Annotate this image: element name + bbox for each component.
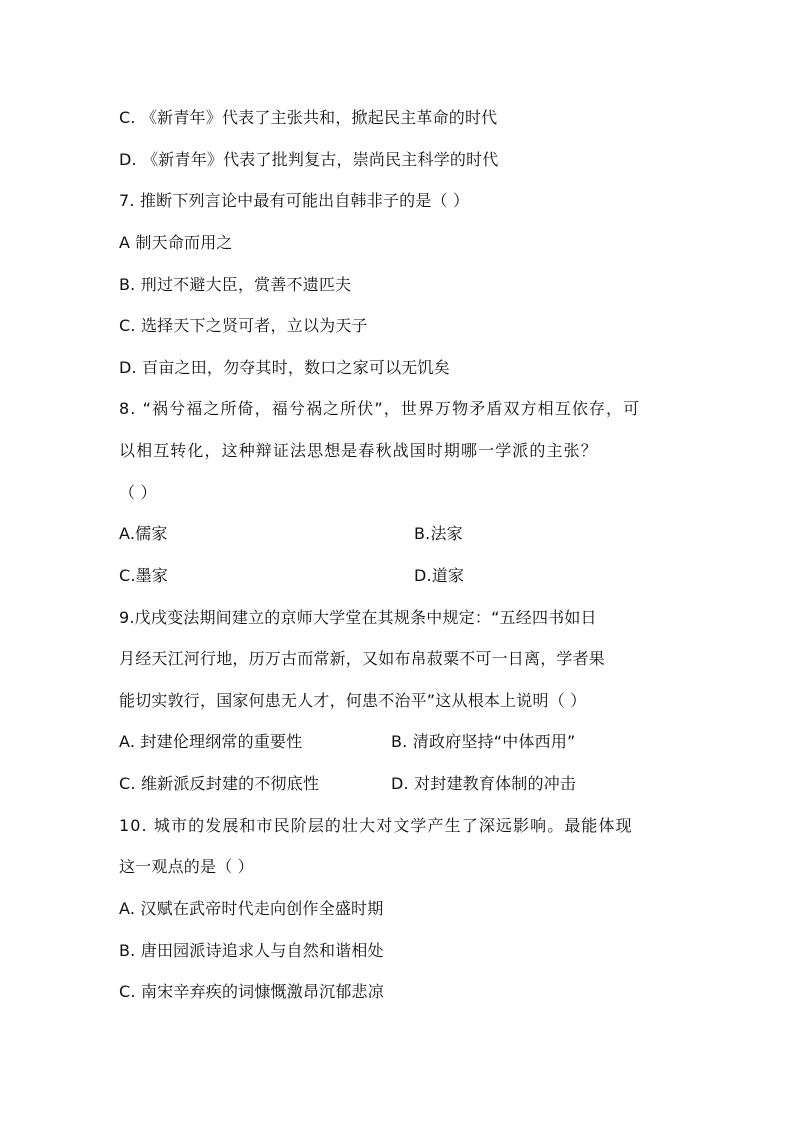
- q8-stem-line-3: （ ）: [119, 483, 157, 502]
- q10-option-a: A. 汉赋在武帝时代走向创作全盛时期: [119, 899, 384, 918]
- q8-option-c: C.墨家: [119, 566, 169, 585]
- q10-option-b: B. 唐田园派诗追求人与自然和谐相处: [119, 941, 384, 960]
- q8-option-a: A.儒家: [119, 524, 168, 543]
- q10-stem-line-1: 10. 城市的发展和市民阶层的壮大对文学产生了深远影响。最能体现: [119, 816, 633, 835]
- q9-option-d: D. 对封建教育体制的冲击: [391, 774, 577, 793]
- q10-option-c: C. 南宋辛弃疾的词慷慨激昂沉郁悲凉: [119, 982, 384, 1001]
- q9-option-c: C. 维新派反封建的不彻底性: [119, 774, 320, 793]
- q9-option-a: A. 封建伦理纲常的重要性: [119, 732, 303, 751]
- q8-stem-line-2: 以相互转化，这种辩证法思想是春秋战国时期哪一学派的主张？: [119, 441, 598, 460]
- q6-option-c: C. 《新青年》代表了主张共和，掀起民主革命的时代: [119, 108, 498, 127]
- q7-option-b: B. 刑过不避大臣，赏善不遗匹夫: [119, 275, 352, 294]
- q6-option-d: D. 《新青年》代表了批判复古，崇尚民主科学的时代: [119, 150, 499, 169]
- q8-stem-line-1: 8. “祸兮福之所倚，福兮祸之所伏”，世界万物矛盾双方相互依存，可: [119, 399, 641, 418]
- q10-stem-line-2: 这一观点的是（ ）: [119, 857, 254, 876]
- q7-stem: 7. 推断下列言论中最有可能出自韩非子的是（ ）: [119, 191, 470, 210]
- q7-option-d: D. 百亩之田，勿夺其时，数口之家可以无饥矣: [119, 358, 450, 377]
- q8-option-d: D.道家: [414, 566, 465, 585]
- q9-stem-line-3: 能切实敦行，国家何患无人才，何患不治平”这从根本上说明（ ）: [119, 691, 587, 710]
- q7-option-c: C. 选择天下之贤可者，立以为天子: [119, 316, 368, 335]
- q8-option-b: B.法家: [414, 524, 463, 543]
- q7-option-a: A 制天命而用之: [119, 233, 233, 252]
- q9-stem-line-1: 9.戊戌变法期间建立的京师大学堂在其规条中规定：“五经四书如日: [119, 608, 597, 627]
- q9-stem-line-2: 月经天江河行地，历万古而常新，又如布帛菽粟不可一日离，学者果: [119, 649, 606, 668]
- q9-option-b: B. 清政府坚持“中体西用”: [391, 732, 576, 751]
